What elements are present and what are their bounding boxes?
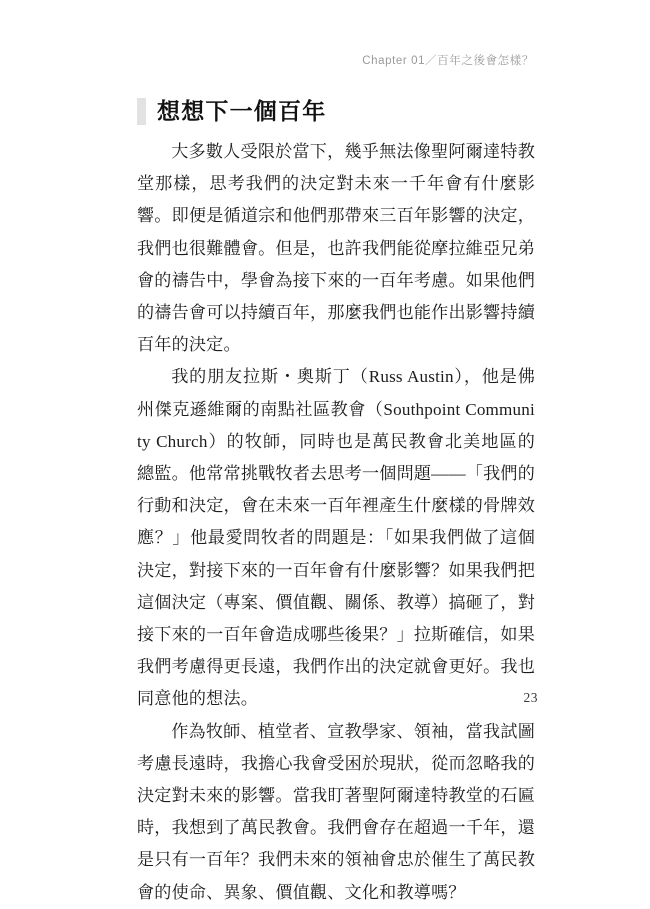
paragraph: 我的朋友拉斯・奧斯丁（Russ Austin），他是佛州傑克遜維爾的南點社區教會（Southpoint Community Church）的牧師，同時也是萬民教會北美地區的總監。他常常挑戰牧者去思考一個問題——「我們的行動和決定，會在未來一百年裡產生什麼樣的骨牌效應？」他最愛問牧者的問題是：「如果我們做了這個決定，對接下來的一百年會有什麼影響？如果我們把這個決定（專案、價值觀、關係、教導）搞砸了，對接下來的一百年會造成哪些後果？」拉斯確信，如果我們考慮得更長遠，我們作出的決定就會更好。我也同意他的想法。 (137, 367, 535, 709)
body-text-column (137, 136, 535, 909)
running-head: Chapter 01／百年之後會怎樣？ (362, 55, 534, 67)
page-title: 想想下一個百年 (157, 99, 327, 124)
page-number: 23 (523, 690, 538, 705)
paragraph: 作為牧師、植堂者、宣教學家、領袖，當我試圖考慮長遠時，我擔心我會受困於現狀，從而忽略我的決定對未來的影響。當我盯著聖阿爾達特教堂的石匾時，我想到了萬民教會。我們會存在超過一千年，還是只有一百年？我們未來的領袖會忠於催生了萬民教會的使命、異象、價值觀、文化和教導嗎？ (137, 721, 535, 902)
paragraph: 大多數人受限於當下，幾乎無法像聖阿爾達特教堂那樣，思考我們的決定對未來一千年會有什麼影響。即便是循道宗和他們那帶來三百年影響的決定，我們也很難體會。但是，也許我們能從摩拉維亞兄弟會的禱告中，學會為接下來的一百年考慮。如果他們的禱告會可以持續百年，那麼我們也能作出影響持續百年的決定。 (137, 142, 535, 355)
section-heading (137, 98, 326, 125)
heading-accent-bar (137, 98, 146, 125)
